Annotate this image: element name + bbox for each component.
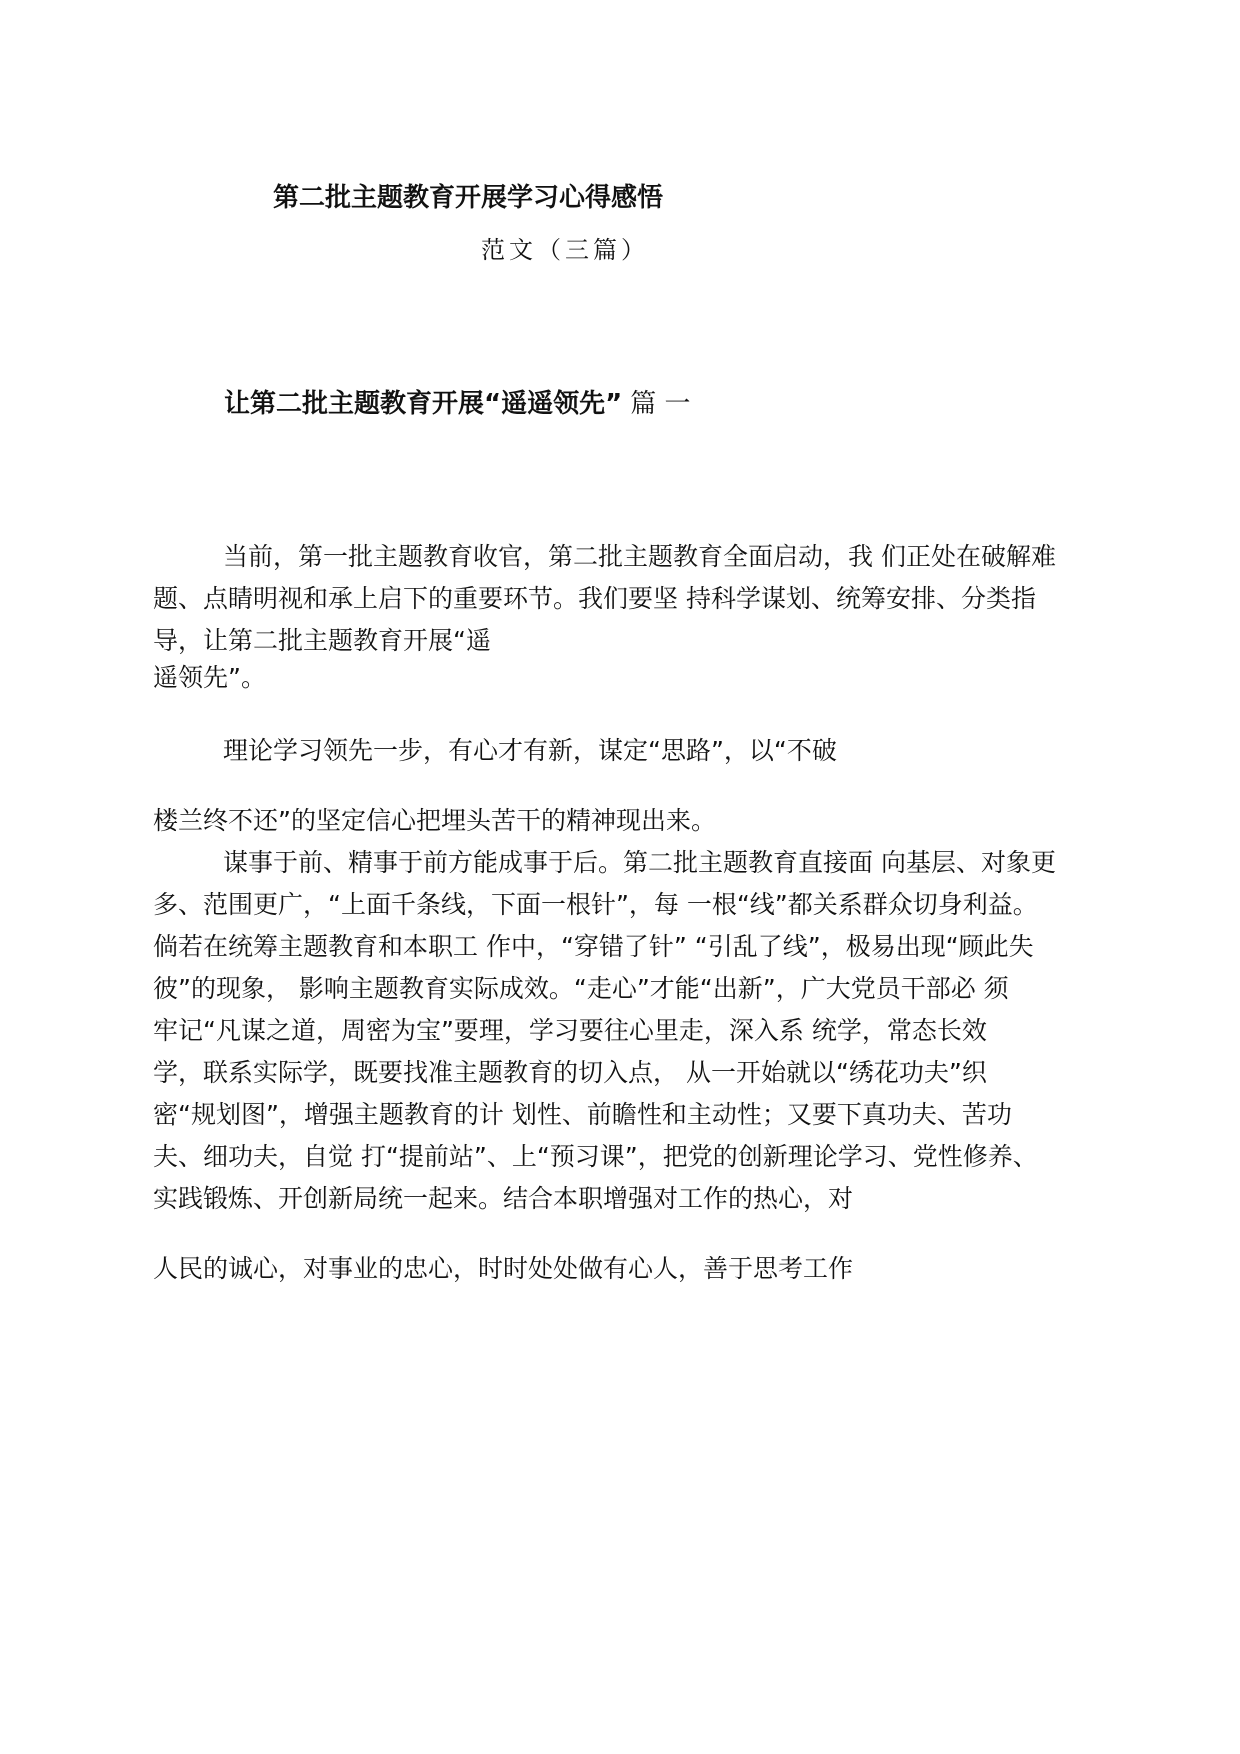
document-subtitle: 范文（三篇）: [481, 236, 649, 264]
section-heading-number: 篇 一: [630, 389, 691, 419]
paragraph-theory-learning: [153, 730, 1083, 772]
paragraph-line: 多、范围更广，“上面千条线，下面一根针”，每 一根“线”都关系群众切身利益。: [153, 890, 1038, 919]
paragraph-line: 实践锻炼、开创新局统一起来。结合本职增强对工作的热心，对: [153, 1184, 854, 1213]
paragraph-planning: [153, 842, 1083, 1220]
paragraph-line: 学，联系实际学，既要找准主题教育的切入点， 从一开始就以“绣花功夫”织: [153, 1058, 987, 1087]
paragraph-line: 导，让第二批主题教育开展“遥: [153, 626, 491, 655]
paragraph-line: 牢记“凡谋之道，周密为宝”要理，学习要往心里走，深入系 统学，常态长效: [153, 1016, 987, 1045]
paragraph-intro-continued: [153, 657, 1083, 699]
paragraph-line: 遥领先”。: [153, 663, 266, 692]
paragraph-line: 彼”的现象， 影响主题教育实际成效。“走心”才能“出新”，广大党员干部必 须: [153, 974, 1009, 1003]
paragraph-line: 倘若在统筹主题教育和本职工 作中，“穿错了针” “引乱了线”，极易出现“顾此失: [153, 932, 1034, 961]
paragraph-line: 楼兰终不还”的坚定信心把埋头苦干的精神现出来。: [153, 806, 716, 835]
paragraph-line: 夫、细功夫，自觉 打“提前站”、上“预习课”，把党的创新理论学习、党性修养、: [153, 1142, 1038, 1171]
paragraph-line: 理论学习领先一步，有心才有新，谋定“思路”，以“不破: [223, 736, 837, 765]
section-heading-title: 让第二批主题教育开展“遥遥领先”: [224, 389, 623, 419]
section-heading: [224, 383, 690, 420]
paragraph-planning-continued: [153, 1248, 1083, 1290]
paragraph-line: 当前，第一批主题教育收官，第二批主题教育全面启动，我 们正处在破解难: [223, 542, 1056, 571]
paragraph-line: 人民的诚心，对事业的忠心，时时处处做有心人，善于思考工作: [153, 1254, 854, 1283]
paragraph-line: 题、点睛明视和承上启下的重要环节。我们要坚 持科学谋划、统筹安排、分类指: [153, 584, 1036, 613]
paragraph-intro: [153, 536, 1083, 662]
paragraph-line: 密“规划图”，增强主题教育的计 划性、前瞻性和主动性；又要下真功夫、苦功: [153, 1100, 1012, 1129]
document-title: 第二批主题教育开展学习心得感悟: [273, 183, 664, 213]
paragraph-theory-learning-continued: [153, 800, 1083, 842]
paragraph-line: 谋事于前、精事于前方能成事于后。第二批主题教育直接面 向基层、对象更: [223, 848, 1056, 877]
